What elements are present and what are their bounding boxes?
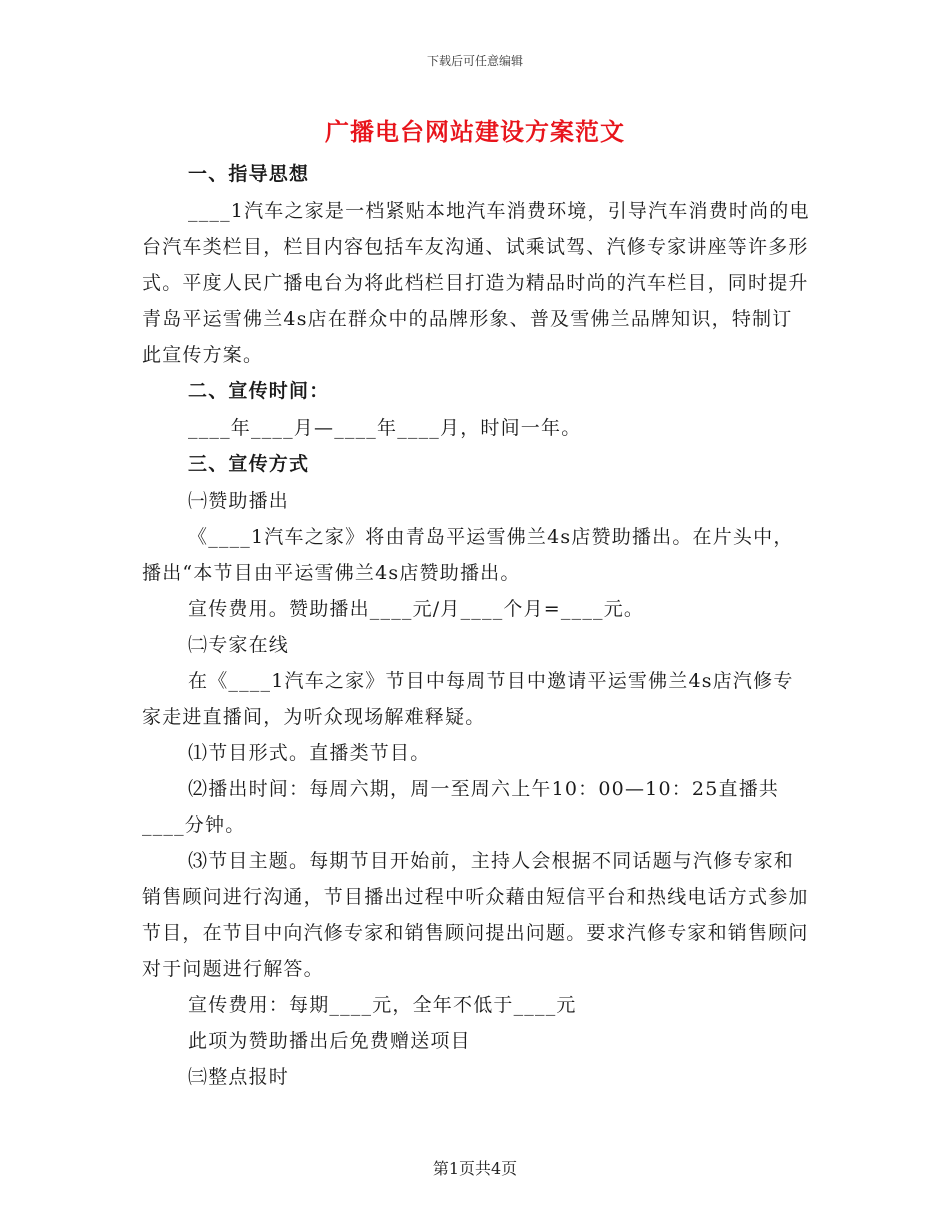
subheading-expert: ㈡专家在线 xyxy=(188,634,290,656)
document-title: 广播电台网站建设方案范文 xyxy=(325,117,625,146)
list-item-form: ⑴节目形式。直播类节目。 xyxy=(188,742,431,764)
list-item-time: ⑵播出时间：每周六期，周一至周六上午10：00—10：25直播共____分钟。 xyxy=(142,778,780,836)
paragraph-expert: 在《____1汽车之家》节目中每周节目中邀请平运雪佛兰4s店汽修专家走进直播间，为听众现场解难释疑。 xyxy=(142,670,794,728)
header-note: 下载后可任意编辑 xyxy=(426,54,523,68)
section-heading-3: 三、宣传方式 xyxy=(188,453,310,475)
paragraph-sponsor-fee: 宣传费用。赞助播出____元/月____个月=____元。 xyxy=(188,598,645,620)
paragraph-sponsor: 《____1汽车之家》将由青岛平运雪佛兰4s店赞助播出。在片头中，播出“本节目由平运雪佛兰4s店赞助播出。 xyxy=(142,526,794,584)
list-item-topic: ⑶节目主题。每期节目开始前，主持人会根据不同话题与汽修专家和销售顾问进行沟通，节目播出过程中听众藉由短信平台和热线电话方式参加节目，在节目中向汽修专家和销售顾问提出问题。要求汽修专家和销售顾问对于问题进行解答。 xyxy=(142,850,809,980)
paragraph-time: ____年____月—____年____月，时间一年。 xyxy=(188,417,582,439)
subheading-hourly: ㈢整点报时 xyxy=(188,1066,290,1088)
paragraph-expert-fee: 宣传费用：每期____元，全年不低于____元 xyxy=(188,994,577,1016)
section-heading-2: 二、宣传时间： xyxy=(188,380,330,402)
section-heading-1: 一、指导思想 xyxy=(188,163,310,185)
paragraph-free-note: 此项为赞助播出后免费赠送项目 xyxy=(188,1030,471,1052)
paragraph-guiding-idea: ____1汽车之家是一档紧贴本地汽车消费环境，引导汽车消费时尚的电台汽车类栏目，栏目内容包括车友沟通、试乘试驾、汽修专家讲座等许多形式。平度人民广播电台为将此档栏目打造为精品时尚的汽车栏目，同时提升青岛平运雪佛兰4s店在群众中的品牌形象、普及雪佛兰品牌知识，特制订此宣传方案。 xyxy=(142,200,810,366)
page-number-footer: 第1页共4页 xyxy=(432,1159,518,1178)
subheading-sponsor: ㈠赞助播出 xyxy=(188,490,290,512)
document-body xyxy=(142,156,812,1095)
